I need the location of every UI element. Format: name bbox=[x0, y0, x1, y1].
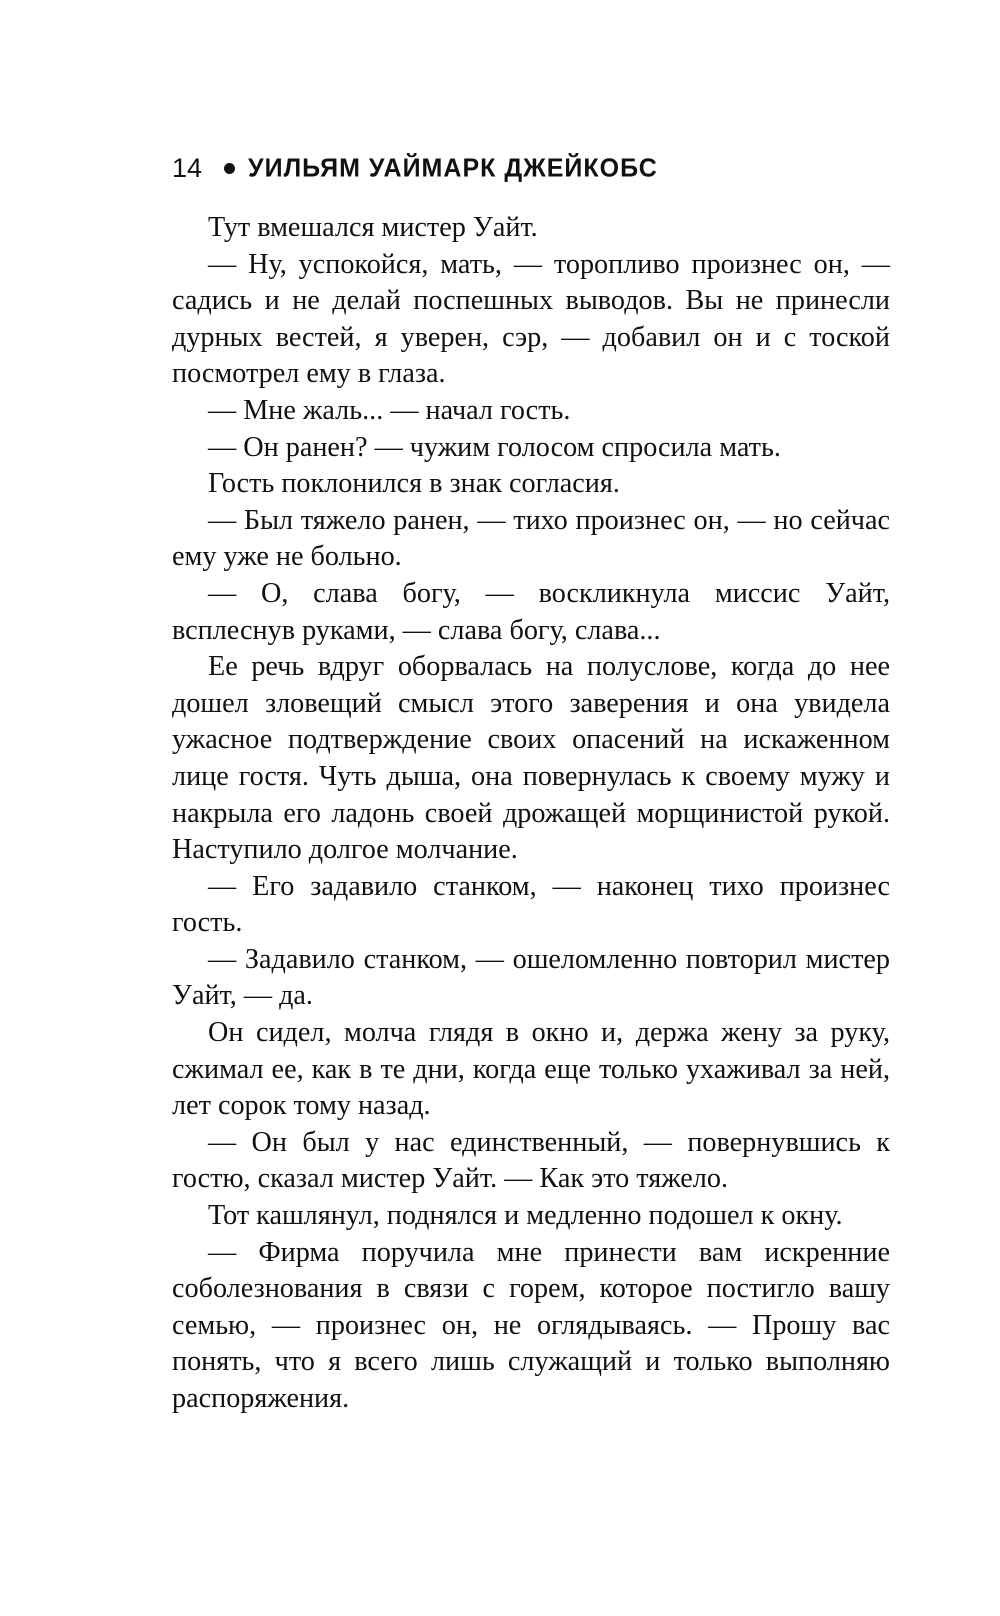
paragraph: — Он ранен? — чужим голосом спросила мать. bbox=[208, 431, 781, 463]
body-text bbox=[172, 210, 890, 1418]
page-number: 14 bbox=[172, 152, 203, 183]
author-name: УИЛЬЯМ УАЙМАРК ДЖЕЙКОБС bbox=[248, 152, 658, 183]
paragraph: Тут вмешался мистер Уайт. bbox=[208, 212, 538, 243]
paragraph: — Он был у нас единственный, — повернувшись к гостю, сказал мистер Уайт. — Как это тяжело. bbox=[172, 1126, 890, 1195]
paragraph: Он сидел, молча глядя в окно и, держа жену за руку, сжимал ее, как в те дни, когда еще только ухаживал за ней, лет сорок тому назад. bbox=[172, 1017, 890, 1122]
paragraph: — Был тяжело ранен, — тихо произнес он, — но сейчас ему уже не больно. bbox=[172, 504, 890, 573]
paragraph: — Его задавило станком, — наконец тихо произнес гость. bbox=[172, 870, 890, 939]
book-page bbox=[172, 138, 890, 1418]
paragraph: Тот кашлянул, поднялся и медленно подошел к окну. bbox=[208, 1200, 843, 1232]
running-header bbox=[172, 138, 890, 198]
paragraph: — Фирма поручила мне принести вам искренние соболезнования в связи с горем, которое постигло вашу семью, — произнес он, не оглядываясь. — Прошу вас понять, что я всего лишь служащий и только выполняю распоряжения. bbox=[172, 1236, 890, 1414]
paragraph: Гость поклонился в знак согласия. bbox=[208, 468, 620, 500]
paragraph: — Мне жаль... — начал гость. bbox=[208, 394, 571, 426]
paragraph: — Задавило станком, — ошеломленно повторил мистер Уайт, — да. bbox=[172, 943, 890, 1012]
bullet-separator bbox=[224, 163, 235, 174]
paragraph: — О, слава богу, — воскликнула миссис Уайт, всплеснув руками, — слава богу, слава... bbox=[172, 577, 890, 646]
paragraph: Ее речь вдруг оборвалась на полуслове, когда до нее дошел зловещий смысл этого заверения и она увидела ужасное подтверждение своих опасений на искаженном лице гостя. Чуть дыша, она повернулась к своему мужу и накрыла его ладонь своей дрожащей морщинистой рукой. Наступило долгое молчание. bbox=[172, 651, 890, 866]
paragraph: — Ну, успокойся, мать, — торопливо произнес он, — садись и не делай поспешных выводов. Вы не принесли дурных вестей, я уверен, сэр, — добавил он и с тоской посмотрел ему в глаза. bbox=[172, 248, 890, 390]
